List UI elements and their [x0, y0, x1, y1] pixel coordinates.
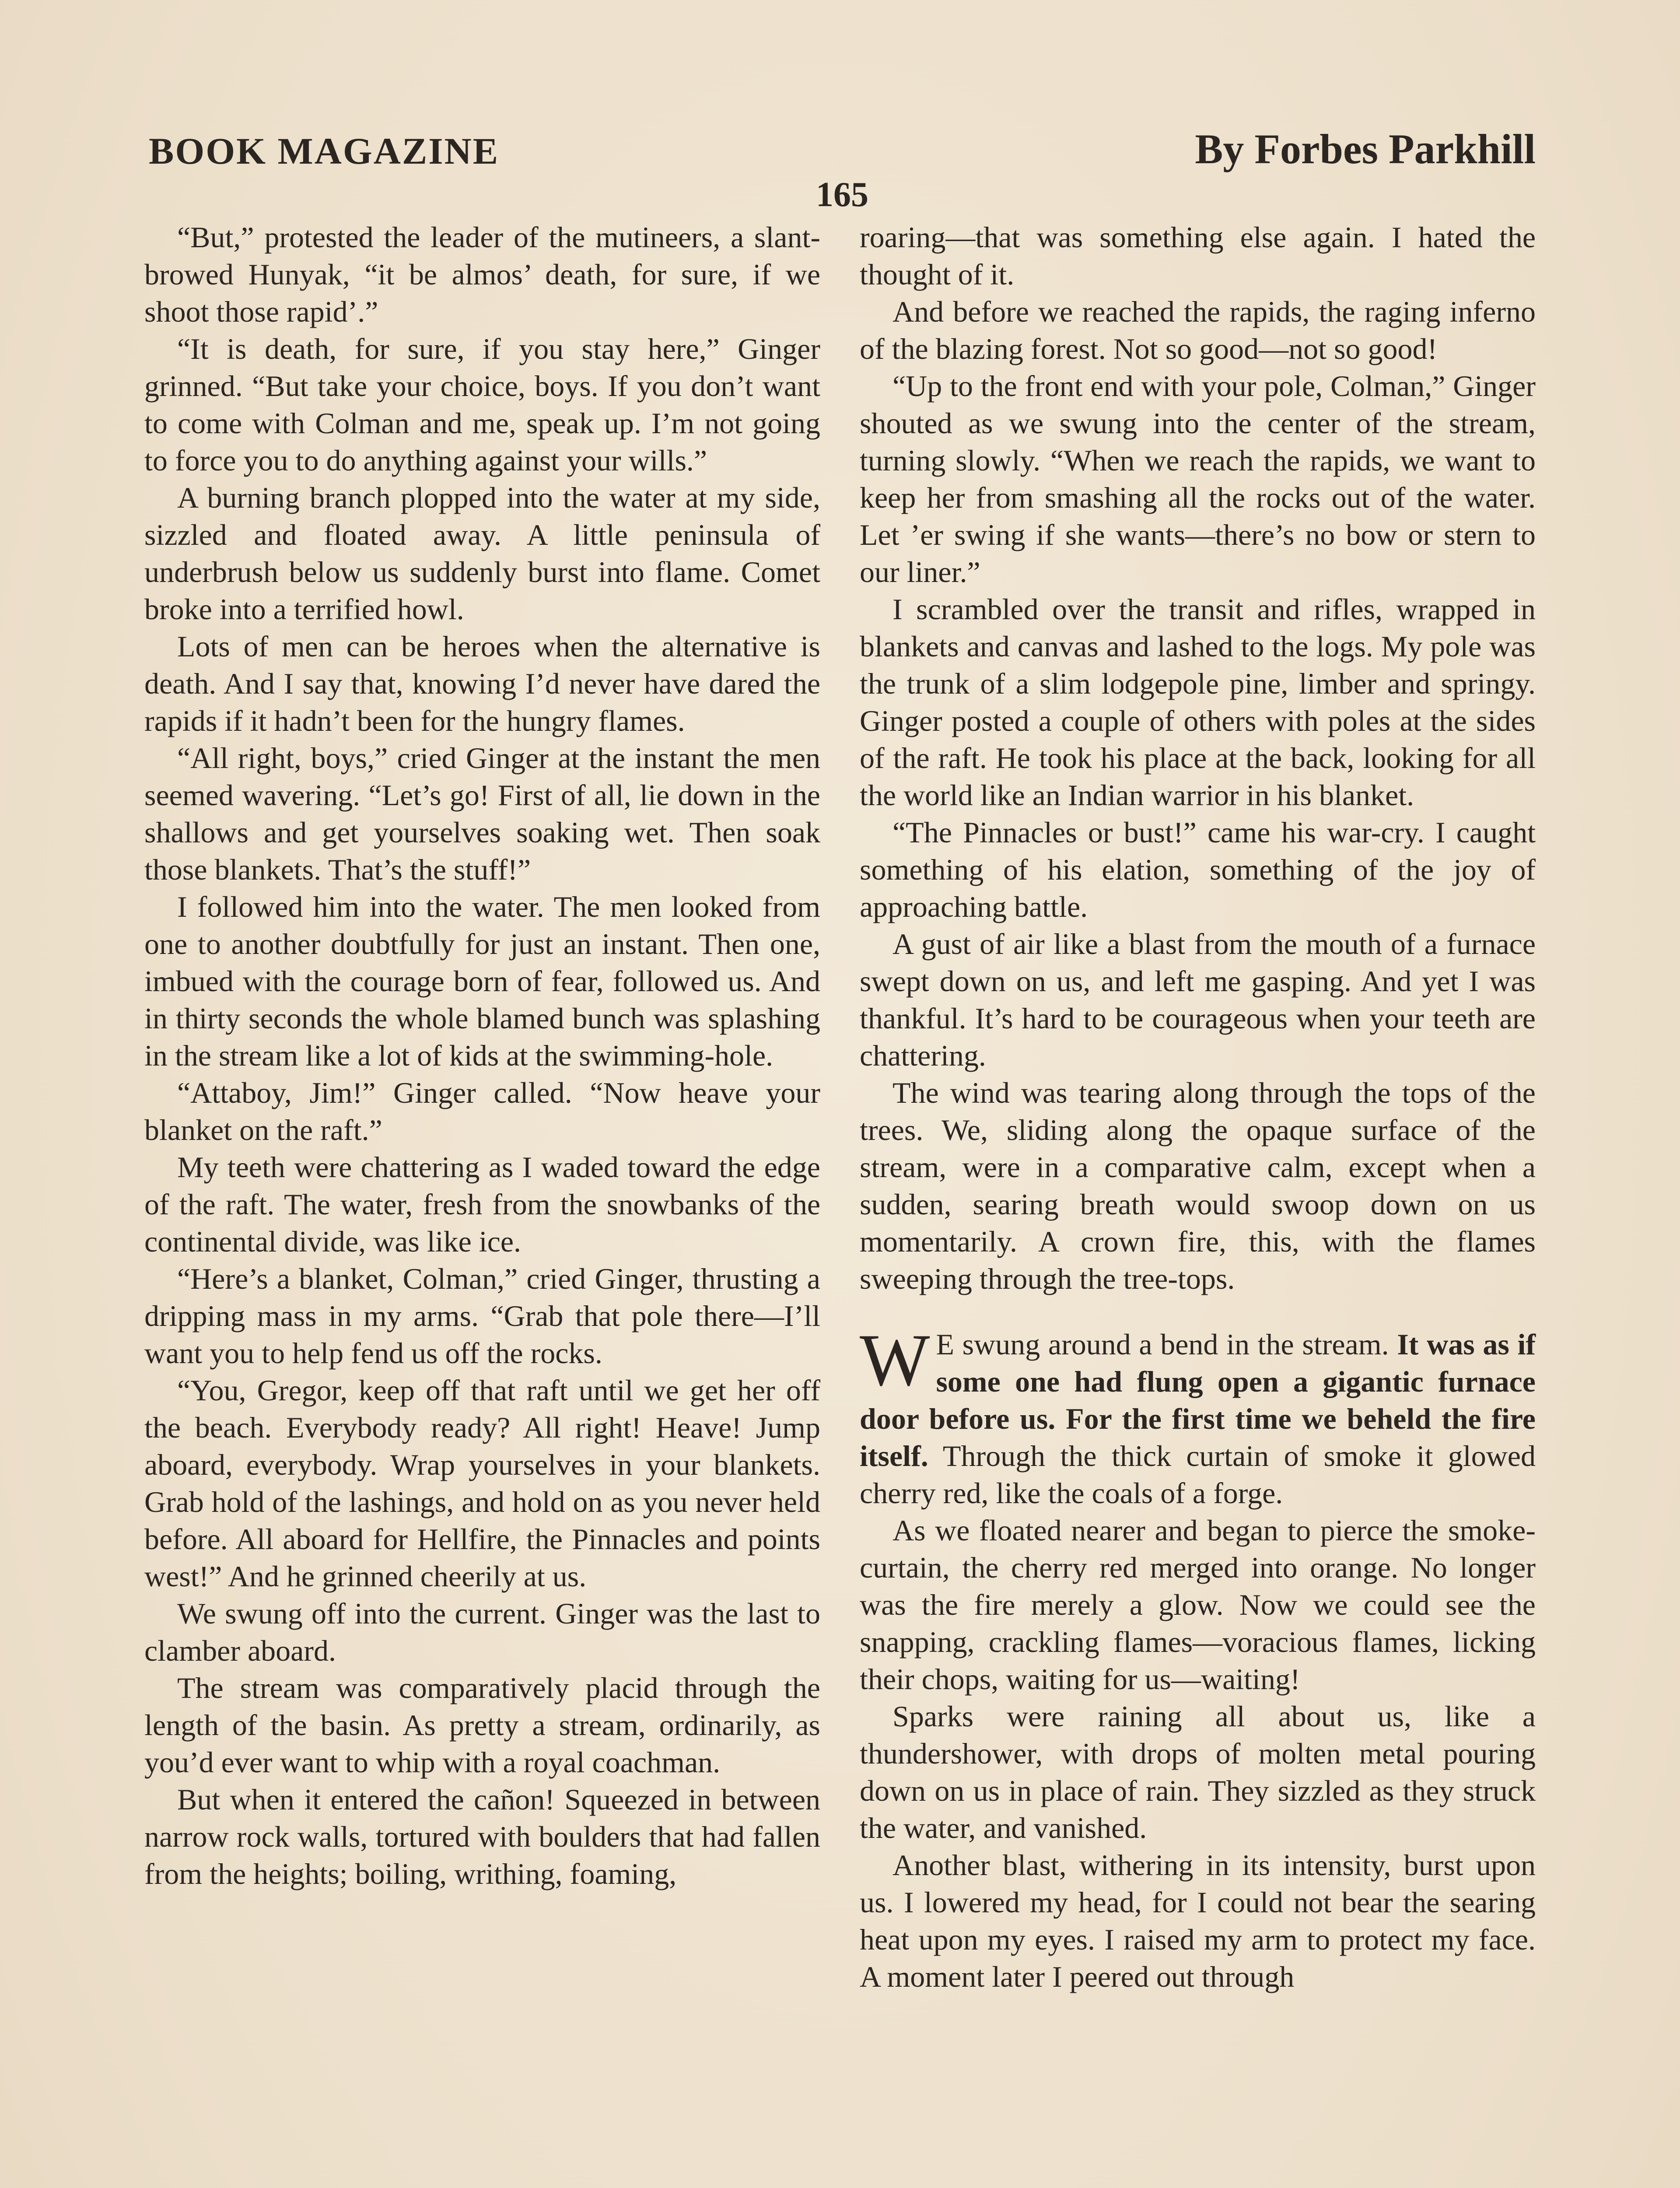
paragraph: Another blast, withering in its intensity, burst upon us. I lowered my head, for I could not bear the searing heat upon my eyes. I raised my arm to protect my face. A moment later I peered out through	[860, 1848, 1536, 1993]
paragraph: A burning branch plopped into the water at my side, sizzled and floated away. A little peninsula of underbrush below us suddenly burst into flame. Comet broke into a terrified howl.	[144, 481, 820, 626]
paragraph: I followed him into the water. The men looked from one to another doubtfully for just an instant. Then one, imbued with the courage born of fear, followed us. And in thirty seconds the whole blamed bunch was splashing in the stream like a lot of kids at the swimming-hole.	[144, 890, 820, 1072]
paragraph: “You, Gregor, keep off that raft until we get her off the beach. Everybody ready? All right! Heave! Jump aboard, everybody. Wrap yourselves in your blankets. Grab hold of the lashings, and hold on as you never held before. All aboard for Hellfire, the Pinnacles and points west!” And he grinned cheerily at us.	[144, 1374, 820, 1593]
paragraph: As we floated nearer and began to pierce the smoke-curtain, the cherry red merged into orange. No longer was the fire merely a glow. Now we could see the snapping, crackling flames—voracious flames, licking their chops, waiting for us—waiting!	[860, 1514, 1536, 1696]
paragraph: We swung off into the current. Ginger was the last to clamber aboard.	[144, 1597, 820, 1667]
paragraph: “All right, boys,” cried Ginger at the instant the men seemed wavering. “Let’s go! First of all, lie down in the shallows and get yourselves soaking wet. Then soak those blankets. That’s the stuff!”	[144, 741, 820, 886]
paragraph: “Here’s a blanket, Colman,” cried Ginger, thrusting a dripping mass in my arms. “Grab that pole there—I’ll want you to help fend us off the rocks.	[144, 1262, 820, 1370]
magazine-title: BOOK MAGAZINE	[149, 130, 500, 172]
paragraph: “Attaboy, Jim!” Ginger called. “Now heave your blanket on the raft.”	[144, 1076, 820, 1147]
drop-cap: W	[860, 1319, 930, 1401]
section-rest: Through the thick curtain of smoke it glowed cherry red, like the coals of a forge.	[860, 1439, 1536, 1510]
paragraph: A gust of air like a blast from the mouth of a furnace swept down on us, and left me gasping. And yet I was thankful. It’s hard to be courageous when your teeth are chattering.	[860, 927, 1536, 1072]
right-column	[860, 219, 1536, 1995]
paragraph: Lots of men can be heroes when the alternative is death. And I say that, knowing I’d never have dared the rapids if it hadn’t been for the hungry flames.	[144, 630, 820, 737]
paragraph: “But,” protested the leader of the mutineers, a slant-browed Hunyak, “it be almos’ death, for sure, if we shoot those rapid’.”	[144, 221, 820, 328]
paragraph: “The Pinnacles or bust!” came his war-cry. I caught something of his elation, something of the joy of approaching battle.	[860, 816, 1536, 923]
section-lead: E swung around a bend in the stream.	[936, 1328, 1389, 1361]
paragraph: “It is death, for sure, if you stay here,” Ginger grinned. “But take your choice, boys. If you don’t want to come with Colman and me, speak up. I’m not going to force you to do anything against your wills.”	[144, 332, 820, 477]
paragraph-continued: roaring—that was something else again. I hated the thought of it.	[860, 221, 1536, 291]
left-column	[144, 219, 820, 1893]
page-number: 165	[816, 175, 868, 214]
author-byline: By Forbes Parkhill	[1195, 126, 1536, 172]
paragraph: But when it entered the cañon! Squeezed in between narrow rock walls, tortured with boulders that had fallen from the heights; boiling, writhing, foaming,	[144, 1783, 820, 1890]
paragraph: And before we reached the rapids, the raging inferno of the blazing forest. Not so good—not so good!	[860, 295, 1536, 365]
paragraph: The stream was comparatively placid through the length of the basin. As pretty a stream, ordinarily, as you’d ever want to whip with a royal coachman.	[144, 1671, 820, 1779]
paragraph: “Up to the front end with your pole, Colman,” Ginger shouted as we swung into the center of the stream, turning slowly. “When we reach the rapids, we want to keep her from smashing all the rocks out of the water. Let ’er swing if she wants—there’s no bow or stern to our liner.”	[860, 369, 1536, 589]
paragraph: I scrambled over the transit and rifles, wrapped in blankets and canvas and lashed to the logs. My pole was the trunk of a slim lodgepole pine, limber and springy. Ginger posted a couple of others with poles at the sides of the raft. He took his place at the back, looking for all the world like an Indian warrior in his blanket.	[860, 593, 1536, 812]
section-break-paragraph	[860, 1319, 1536, 1512]
paragraph: Sparks were raining all about us, like a thundershower, with drops of molten metal pouring down on us in place of rain. They sizzled as they struck the water, and vanished.	[860, 1700, 1536, 1844]
paragraph: The wind was tearing along through the tops of the trees. We, sliding along the opaque surface of the stream, were in a comparative calm, except when a sudden, searing breath would swoop down on us momentarily. A crown fire, this, with the flames sweeping through the tree-tops.	[860, 1076, 1536, 1295]
paragraph: My teeth were chattering as I waded toward the edge of the raft. The water, fresh from the snowbanks of the continental divide, was like ice.	[144, 1150, 820, 1258]
section-bold-text: It was as if some one had flung open a gigantic furnace door before us. For the first time we beheld the fire itself.	[860, 1328, 1536, 1473]
